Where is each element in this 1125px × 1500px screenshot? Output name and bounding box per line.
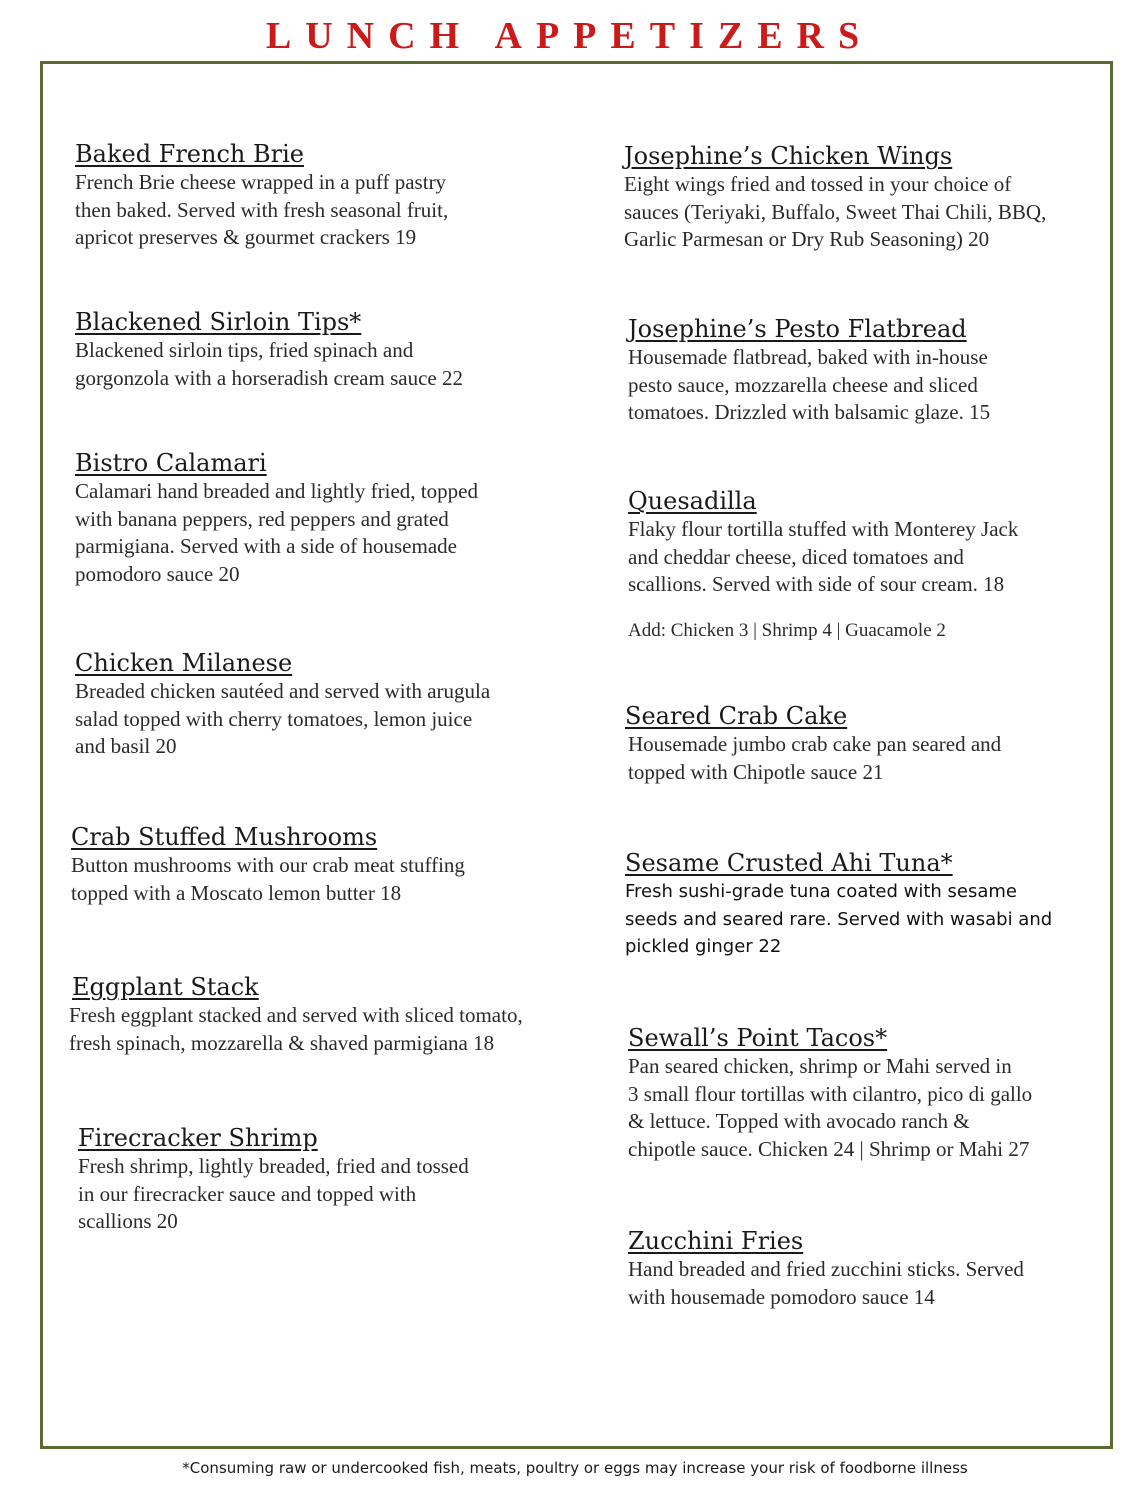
item-desc-line: Fresh eggplant stacked and served with sliced tomato, [69,1003,523,1027]
item-desc-line: scallions. Served with side of sour cream. 18 [628,572,1005,596]
menu-item-quesadilla [628,486,1018,644]
item-name: Baked French Brie [75,140,304,168]
item-desc-line: topped with a Moscato lemon butter 18 [71,880,402,905]
item-desc-line: gorgonzola with a horseradish cream sauce 22 [75,365,463,390]
item-desc-line: salad topped with cherry tomatoes, lemon juice [75,706,473,731]
item-desc-line: tomatoes. Drizzled with balsamic glaze. 15 [628,400,991,424]
item-name: Sesame Crusted Ahi Tuna* [625,849,953,877]
item-desc-line: pesto sauce, mozzarella cheese and sliced [628,372,978,397]
menu-item-eggplant-stack [69,972,523,1057]
item-name: Eggplant Stack [72,973,259,1001]
menu-title: LUNCH APPETIZERS [265,15,874,57]
item-desc-line: and cheddar cheese, diced tomatoes and [628,544,964,569]
item-desc-line: and basil 20 [75,734,177,758]
item-desc-line: sauces (Teriyaki, Buffalo, Sweet Thai Chili, BBQ, [624,199,1047,224]
item-desc-line: scallions 20 [78,1209,178,1233]
item-name: Quesadilla [628,487,757,515]
menu-item-crab-stuffed-mushrooms [71,822,465,907]
item-desc-line: Housemade flatbread, baked with in-house [628,345,988,369]
item-name: Bistro Calamari [75,449,267,477]
item-desc-line: Fresh shrimp, lightly breaded, fried and tossed [78,1154,469,1178]
menu-item-firecracker-shrimp [78,1123,469,1236]
item-name: Josephine’s Chicken Wings [624,142,953,170]
item-desc-line: Fresh sushi-grade tuna coated with sesame [625,881,1018,902]
item-desc-line: Blackened sirloin tips, fried spinach and [75,338,414,362]
item-desc-line: then baked. Served with fresh seasonal fruit, [75,197,449,222]
item-name: Firecracker Shrimp [78,1124,318,1152]
menu-item-zucchini-fries [628,1226,1024,1311]
item-desc-line: apricot preserves & gourmet crackers 19 [75,225,417,249]
item-name: Josephine’s Pesto Flatbread [628,315,967,343]
item-desc-line: & lettuce. Topped with avocado ranch & [628,1109,970,1133]
item-desc-line: with banana peppers, red peppers and grated [75,506,449,531]
item-desc-line: Eight wings fried and tossed in your choice of [624,172,1012,196]
menu-item-bistro-calamari [75,448,478,588]
item-desc-line: Calamari hand breaded and lightly fried, topped [75,479,478,503]
item-desc-line: Garlic Parmesan or Dry Rub Seasoning) 20 [624,227,990,251]
item-desc-line: chipotle sauce. Chicken 24 | Shrimp or Mahi 27 [628,1136,1030,1161]
menu-item-seared-crab-cake [625,701,1001,786]
item-addons: Add: Chicken 3 | Shrimp 4 | Guacamole 2 [628,619,946,641]
menu-item-ahi-tuna [625,848,1052,961]
item-desc-line: parmigiana. Served with a side of housemade [75,534,457,558]
item-desc-line: topped with Chipotle sauce 21 [628,759,884,784]
item-desc-line: Housemade jumbo crab cake pan seared and [628,732,1002,756]
item-name: Chicken Milanese [75,649,293,677]
menu-item-chicken-wings [624,141,1046,254]
item-desc-line: pomodoro sauce 20 [75,561,240,586]
item-desc-line: pickled ginger 22 [625,936,782,957]
menu-item-baked-french-brie [75,139,448,252]
menu-item-pesto-flatbread [628,314,990,427]
item-desc-line: Button mushrooms with our crab meat stuffing [71,853,465,877]
menu-item-sewalls-point-tacos [628,1023,1032,1163]
item-name: Seared Crab Cake [625,702,848,730]
item-desc-line: French Brie cheese wrapped in a puff pastry [75,170,447,194]
menu-item-blackened-sirloin-tips [75,307,463,392]
item-desc-line: fresh spinach, mozzarella & shaved parmigiana 18 [69,1030,495,1055]
item-desc-line: Breaded chicken sautéed and served with arugula [75,679,491,703]
item-name: Blackened Sirloin Tips* [75,308,362,336]
menu-item-chicken-milanese [75,648,490,761]
foodborne-illness-disclaimer: *Consuming raw or undercooked fish, meats, poultry or eggs may increase your risk of foodborne illness [182,1459,968,1477]
item-name: Sewall’s Point Tacos* [628,1024,888,1052]
item-desc-line: with housemade pomodoro sauce 14 [628,1284,935,1309]
item-name: Crab Stuffed Mushrooms [71,823,378,851]
item-name: Zucchini Fries [628,1227,804,1255]
item-desc-line: Pan seared chicken, shrimp or Mahi served in [628,1054,1012,1078]
item-desc-line: in our firecracker sauce and topped with [78,1181,417,1206]
item-desc-line: 3 small flour tortillas with cilantro, pico di gallo [628,1081,1033,1106]
item-desc-line: Hand breaded and fried zucchini sticks. Served [628,1257,1024,1281]
item-desc-line: seeds and seared rare. Served with wasabi and [625,908,1053,930]
item-desc-line: Flaky flour tortilla stuffed with Monterey Jack [628,517,1019,541]
